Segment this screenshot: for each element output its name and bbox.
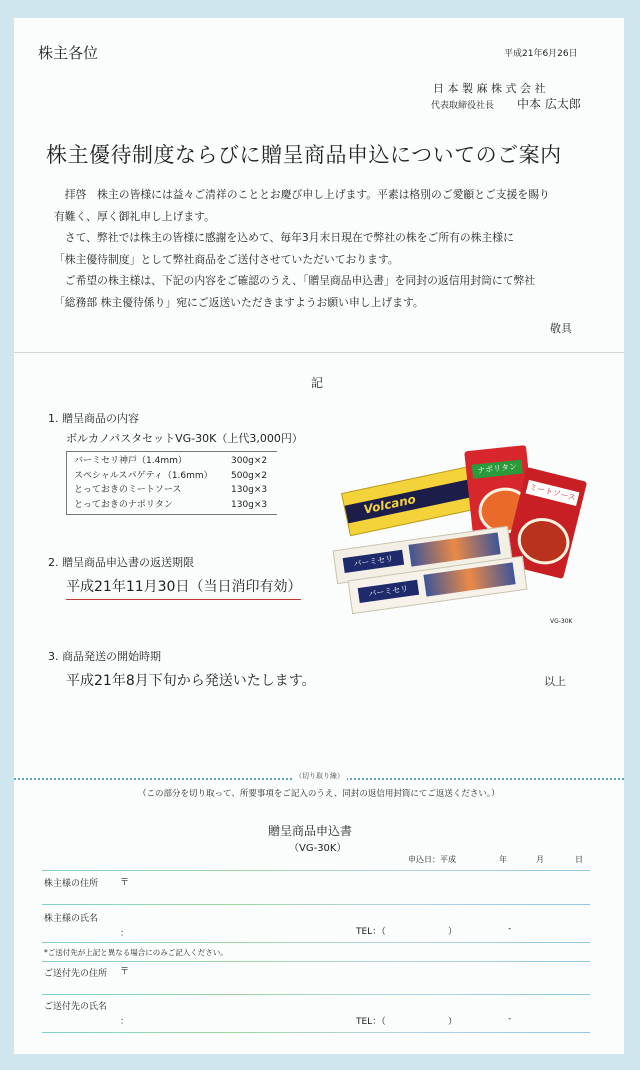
shareholder-name-field[interactable] [42, 942, 590, 943]
body-line: 拝啓 株主の皆様には益々ご清祥のこととお慶び申し上げます。平素は格別のご愛顧とご支援を賜り [54, 188, 550, 201]
document-page [14, 18, 624, 1054]
cut-line-label: （切り取り線） [292, 771, 347, 781]
apply-date-label: 申込日：平成 [408, 855, 456, 864]
form-line [42, 870, 590, 871]
item-qty: 130g×3 [231, 499, 268, 510]
vermicelli-label: バーミセリ [343, 550, 405, 573]
body-line: 「総務部 株主優待係り」宛にご返送いただきますようお願い申し上げます。 [54, 295, 424, 309]
shareholder-address-field[interactable] [42, 904, 590, 905]
ship-address-label: ご送付先の住所 [44, 969, 108, 979]
item-name: とっておきのミートソース [74, 485, 182, 495]
ship-name-label: ご送付先の氏名 [44, 1002, 108, 1012]
product-set-name: ボルカノパスタセットVG-30K（上代3,000円） [66, 432, 303, 445]
body-line: ご希望の株主様は、下記の内容をご確認のうえ、「贈呈商品申込書」を同封の返信用封筒にて弊社 [54, 274, 536, 288]
return-deadline: 平成21年11月30日（当日消印有効） [66, 576, 301, 600]
ship-postal-mark: 〒 [120, 967, 130, 977]
tel-dash: - [508, 924, 512, 934]
issue-date: 平成21年6月26日 [504, 49, 578, 59]
tel-label: TEL：（ [356, 927, 386, 937]
section-1-title: 1. 贈呈商品の内容 [48, 412, 139, 425]
ship-note: *ご送付先が上記と異なる場合にのみご記入ください。 [44, 948, 228, 957]
salutation: 株主各位 [38, 44, 99, 62]
volcano-box-label: Volcano [362, 492, 418, 517]
section-3-title: 3. 商品発送の開始時期 [48, 650, 161, 663]
body-line: さて、弊社では株主の皆様に感謝を込めて、毎年3月末日現在で弊社の株をご所有の株主様に [54, 231, 514, 245]
company-name: 日 本 製 麻 株 式 会 社 [433, 82, 546, 95]
photo-caption: VG-30K [550, 618, 573, 625]
closing-keigu: 敬具 [550, 322, 572, 335]
fold-line [14, 352, 624, 353]
apply-day: 日 [575, 855, 583, 864]
item-qty: 500g×2 [231, 470, 268, 481]
item-list [74, 454, 267, 512]
item-qty: 130g×3 [231, 485, 268, 495]
item-row [74, 454, 267, 469]
ship-name-colon: ： [120, 1017, 130, 1027]
item-qty: 300g×2 [231, 456, 268, 466]
ship-tel-paren-close: ） [448, 1017, 458, 1027]
item-name: スペシャルスパゲティ（1.6mm） [74, 470, 213, 481]
section-2-title: 2. 贈呈商品申込書の返送期限 [48, 556, 194, 569]
napolitan-label: ナポリタン [472, 460, 523, 479]
product-photo [334, 443, 584, 618]
closing-ijo: 以上 [544, 675, 566, 688]
shipping-start: 平成21年8月下旬から発送いたします。 [66, 673, 316, 689]
rep-title: 代表取締役社長 [431, 101, 495, 111]
rep-name: 中本 広太郎 [517, 97, 581, 111]
item-row [74, 469, 267, 484]
ship-tel-label: TEL：（ [356, 1017, 386, 1027]
ship-address-field[interactable] [42, 994, 590, 995]
form-title: 贈呈商品申込書 [268, 824, 353, 838]
ship-name-field[interactable] [42, 1032, 590, 1033]
tel-paren-close: ） [448, 927, 458, 937]
ship-tel-dash: - [508, 1014, 512, 1024]
apply-month: 月 [536, 855, 544, 864]
ki-heading: 記 [311, 376, 324, 390]
postal-mark: 〒 [120, 878, 130, 888]
page-title: 株主優待制度ならびに贈呈商品申込についてのご案内 [46, 143, 562, 167]
form-code: （VG-30K） [289, 843, 347, 854]
shareholder-address-label: 株主様の住所 [44, 879, 99, 889]
shareholder-name-label: 株主様の氏名 [44, 914, 99, 924]
form-line [42, 961, 590, 962]
item-name: バーミセリ神戸（1.4mm） [74, 456, 187, 466]
body-line: 「株主優待制度」として弊社商品をご送付させていただいております。 [54, 252, 399, 266]
meatsauce-label: ミートソース [526, 480, 580, 506]
item-name: とっておきのナポリタン [74, 499, 173, 510]
item-row [74, 483, 267, 498]
body-text [54, 184, 614, 314]
item-row [74, 498, 267, 513]
spaghetti-label: バーミセリ [358, 580, 420, 603]
name-colon: ： [120, 929, 130, 939]
apply-year: 年 [499, 855, 507, 864]
cut-instruction: （この部分を切り取って、所要事項をご記入のうえ、同封の返信用封筒にてご返送ください。） [138, 789, 500, 799]
body-line: 有難く、厚く御礼申し上げます。 [54, 209, 215, 223]
